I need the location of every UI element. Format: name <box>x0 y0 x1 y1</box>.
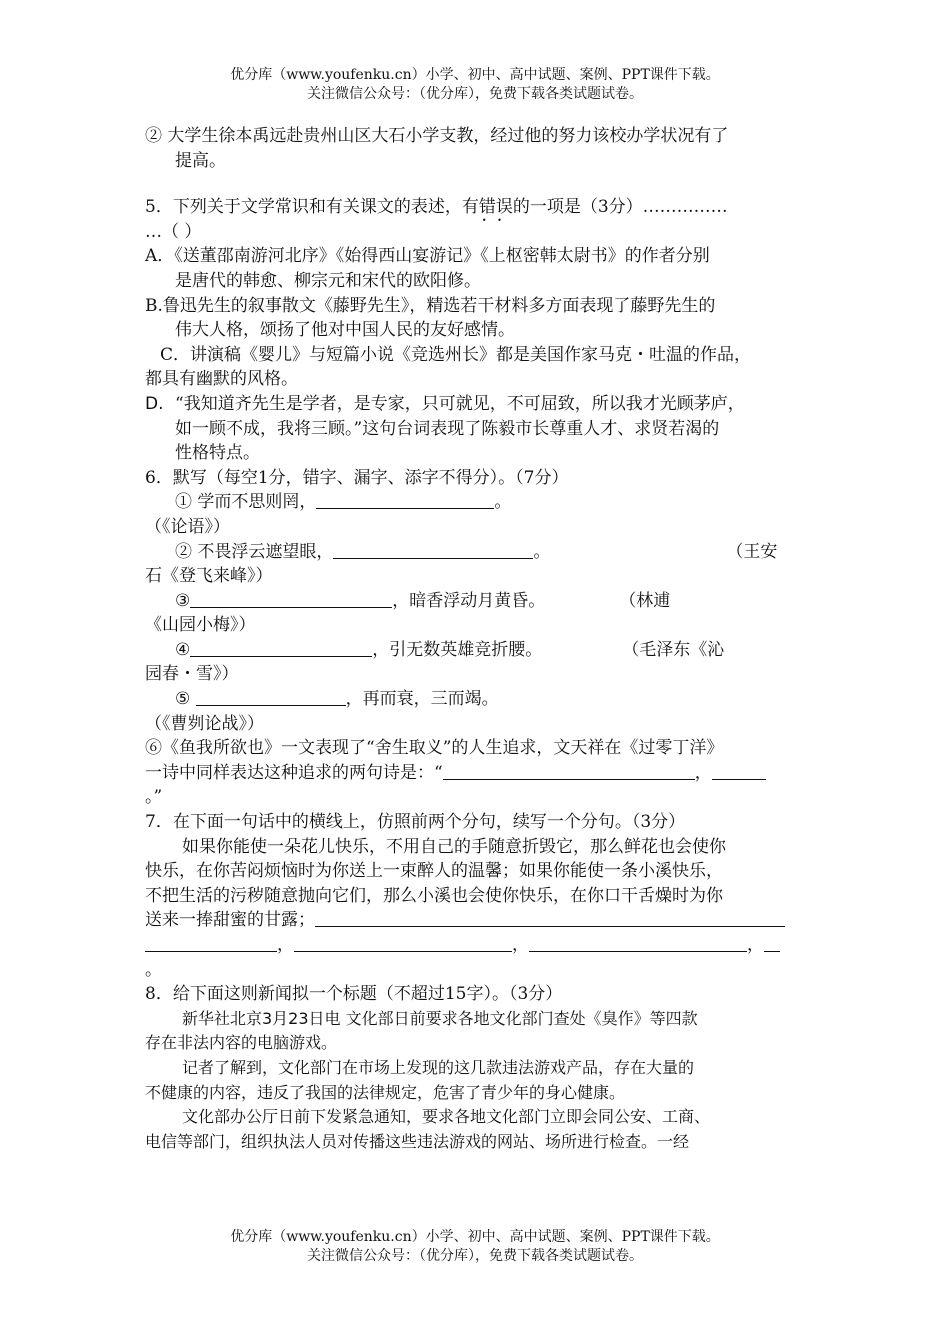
page-footer <box>0 1228 950 1266</box>
q6-item6-line1: ⑥《鱼我所欲也》一文表现了“舍生取义”的人生追求，文天祥在《过零丁洋》 <box>145 738 724 759</box>
q7-text-line1: 如果你能使一朵花儿快乐，不用自己的手随意折毁它，那么鲜花也会使你 <box>182 836 726 857</box>
spacer <box>145 173 815 195</box>
q6-stem: 6．默写（每空1分，错字、漏字、添字不得分）。（7分） <box>145 467 569 488</box>
q7-stem: 7．在下面一句话中的横线上，仿照前两个分句，续写一个分句。（3分） <box>145 812 686 833</box>
emphasis-mark: 错误 • • <box>479 195 513 220</box>
q7-answer-line: ， ， ， <box>145 933 815 958</box>
answer-blank[interactable] <box>712 762 766 780</box>
q5-stem: 5．下列关于文学常识和有关课文的表述，有错误 • •的一项是（3分）…………… <box>145 195 815 220</box>
q6-item4-source: 园春・雪》） <box>145 664 239 685</box>
q5-option-b-line2: 伟大人格，颂扬了他对中国人民的友好感情。 <box>175 320 515 341</box>
answer-blank[interactable] <box>333 541 533 559</box>
q6-item2-source: 石《登飞来峰》） <box>145 566 273 587</box>
q5-option-a-line2: 是唐代的韩愈、柳宗元和宋代的欧阳修。 <box>175 270 481 291</box>
answer-blank[interactable] <box>764 934 780 952</box>
q6-item6-line2: 一诗中同样表达这种追求的两句诗是：“ ， <box>145 761 815 786</box>
q6-item6-line3: 。” <box>145 787 163 808</box>
q4-item2-line2: 提高。 <box>175 150 226 171</box>
q5-option-c-line1: C．讲演稿《婴儿》与短篇小说《竞选州长》都是美国作家马克・吐温的作品， <box>160 344 752 365</box>
footer-line-2: 关注微信公众号：（优分库），免费下载各类试题试卷。 <box>307 1248 643 1264</box>
q5-option-d-line2: 如一顾不成，我将三顾。”这句台词表现了陈毅市长尊重人才、求贤若渴的 <box>175 418 720 439</box>
header-line-2: 关注微信公众号：（优分库），免费下载各类试题试卷。 <box>307 86 643 102</box>
q6-item4: ④ ，引无数英雄竞折腰。 （毛泽东《沁 <box>175 639 725 660</box>
q8-news-line5: 文化部办公厅日前下发紧急通知，要求各地文化部门立即会同公安、工商、 <box>182 1107 711 1127</box>
answer-blank[interactable] <box>529 934 747 952</box>
q7-text-line2: 快乐，在你苦闷烦恼时为你送上一束醉人的温馨；如果你能使一条小溪快乐， <box>145 861 723 882</box>
q6-item5: ⑤ ，再而衰，三而竭。 <box>175 689 499 710</box>
answer-blank[interactable] <box>196 688 346 706</box>
q6-item3: ③ ，暗香浮动月黄昏。 （林逋 <box>175 590 671 611</box>
answer-blank[interactable] <box>145 934 277 952</box>
q6-item2: ② 不畏浮云遮望眼， 。 （王安 <box>175 541 778 562</box>
q7-text-line4: 送来一捧甜蜜的甘露； <box>145 908 815 933</box>
q5-stem-cont: …（ ） <box>145 221 202 242</box>
q8-news-line6: 电信等部门，组织执法人员对传播这些违法游戏的网站、场所进行检查。一经 <box>145 1131 690 1151</box>
q6-item3-source: 《山园小梅》） <box>145 615 256 636</box>
q5-option-b-line1: B.鲁迅先生的叙事散文《藤野先生》，精选若干材料多方面表现了藤野先生的 <box>145 295 716 316</box>
answer-blank[interactable] <box>190 639 372 657</box>
answer-blank[interactable] <box>315 909 785 927</box>
q7-answer-end: 。 <box>145 959 162 980</box>
q7-text-line3: 不把生活的污秽随意抛向它们，那么小溪也会使你快乐，在你口干舌燥时为你 <box>145 885 723 906</box>
q6-item5-source: （《曹刿论战》） <box>145 713 264 734</box>
q5-option-d-line1: D. “我知道齐先生是学者，是专家，只可就见，不可屈致，所以我才光顾茅庐， <box>145 392 815 417</box>
page-header <box>0 66 950 104</box>
header-line-1: 优分库（www.youfenku.cn）小学、初中、高中试题、案例、PPT课件下载。 <box>230 67 720 83</box>
answer-blank[interactable] <box>294 934 512 952</box>
q8-stem: 8．给下面这则新闻拟一个标题（不超过15字）。（3分） <box>145 984 563 1005</box>
q5-option-d-label: D. <box>145 393 164 414</box>
q8-news-line4: 不健康的内容，违反了我国的法律规定，危害了青少年的身心健康。 <box>145 1082 626 1102</box>
exam-body <box>145 124 815 1154</box>
q8-news-line1: 新华社北京3月23日电 文化部日前要求各地文化部门查处《臭作》等四款 <box>182 1008 698 1028</box>
q8-news-line2: 存在非法内容的电脑游戏。 <box>145 1033 338 1053</box>
q6-item1: ① 学而不思则罔， 。 <box>175 492 512 513</box>
q4-item2-line1: ② 大学生徐本禹远赴贵州山区大石小学支教，经过他的努力该校办学状况有了 <box>145 126 729 146</box>
q5-option-a-line1: A．《送董邵南游河北序》《始得西山宴游记》《上枢密韩太尉书》的作者分别 <box>145 246 710 267</box>
answer-blank[interactable] <box>190 590 392 608</box>
footer-line-1: 优分库（www.youfenku.cn）小学、初中、高中试题、案例、PPT课件下载。 <box>230 1229 720 1245</box>
q8-news-line3: 记者了解到，文化部门在市场上发现的这几款违法游戏产品，存在大量的 <box>182 1057 695 1077</box>
q5-option-c-line2: 都具有幽默的风格。 <box>145 369 298 390</box>
q5-option-d-line3: 性格特点。 <box>175 443 260 464</box>
answer-blank[interactable] <box>443 762 695 780</box>
answer-blank[interactable] <box>316 491 494 509</box>
q6-item1-source: （《论语》） <box>145 516 230 537</box>
